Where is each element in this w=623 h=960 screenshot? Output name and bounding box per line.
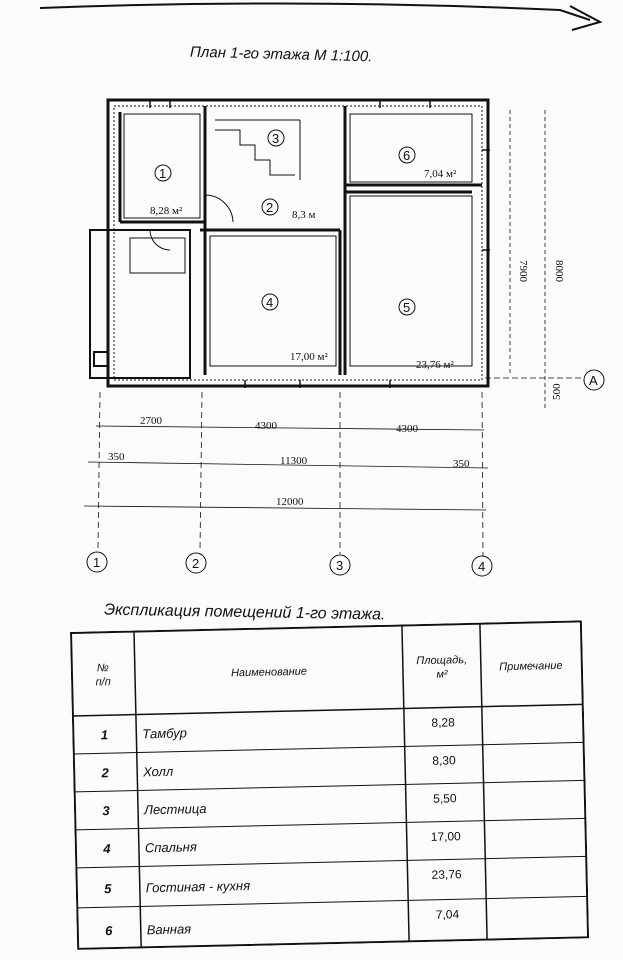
area-label-2: 8,3 м (292, 209, 316, 221)
header-name: Наименование (230, 665, 308, 680)
svg-text:2: 2 (192, 556, 200, 571)
table-row: 5 Гостиная - кухня 23,76 (104, 867, 462, 897)
table-row: 2 Холл 8,30 (101, 753, 456, 781)
svg-text:4: 4 (266, 295, 274, 310)
table-row: 4 Спальня 17,00 (103, 829, 461, 857)
room-marker-4 (262, 294, 278, 310)
explication-title: Экспликация помещений 1-го этажа. (103, 601, 386, 624)
svg-text:5: 5 (403, 300, 411, 315)
explication-table (70, 620, 589, 950)
header-note: Примечание (499, 659, 563, 674)
room-marker-5 (399, 299, 415, 315)
svg-text:6: 6 (403, 148, 411, 163)
dim-total: 12000 (276, 496, 304, 508)
table-row: 6 Ванная 7,04 (104, 907, 460, 939)
room-marker-6 (399, 147, 415, 163)
table-row: 1 Тамбур 8,28 (100, 715, 455, 743)
entrance-annex (90, 230, 190, 378)
svg-text:3: 3 (272, 131, 280, 146)
dim-mid-2: 11300 (280, 455, 308, 467)
svg-text:1: 1 (93, 555, 101, 570)
axis-a (485, 370, 604, 390)
svg-text:4: 4 (478, 559, 486, 574)
dim-side-2: 8000 (553, 260, 565, 282)
axis-marker-3 (330, 555, 350, 575)
interior-walls (120, 106, 482, 375)
dim-mid-1: 350 (108, 451, 125, 463)
axis-marker-4 (472, 556, 492, 576)
dim-side-1: 7900 (517, 260, 529, 282)
svg-text:3: 3 (336, 558, 344, 573)
room-marker-2 (262, 199, 278, 215)
svg-text:1: 1 (159, 166, 167, 181)
header-num: № п/п (95, 662, 111, 689)
dim-top-2: 4300 (255, 420, 277, 432)
area-label-6: 7,04 м² (424, 168, 457, 180)
dim-side-3: 500 (551, 383, 563, 400)
room-marker-1 (155, 165, 171, 181)
table-row: 3 Лестница 5,50 (102, 791, 457, 819)
axis-marker-2 (186, 553, 206, 573)
axis-marker-1 (87, 552, 107, 572)
area-label-5: 23,76 м² (416, 359, 454, 371)
svg-text:2: 2 (266, 200, 274, 215)
staircase (215, 120, 300, 180)
plan-title: План 1-го этажа М 1:100. (189, 43, 373, 66)
area-label-1: 8,28 м² (150, 205, 183, 217)
dim-top-1: 2700 (140, 415, 162, 427)
dim-top-3: 4300 (396, 423, 418, 435)
dim-mid-3: 350 (453, 458, 470, 470)
side-dimensions (510, 110, 565, 410)
window-marks (150, 100, 490, 388)
area-label-4: 17,00 м² (290, 351, 328, 363)
outer-walls (108, 100, 488, 386)
page-top-curve (40, 3, 590, 20)
room-marker-3 (268, 130, 284, 146)
room-outlines (124, 114, 472, 366)
axis-letter: А (589, 373, 598, 388)
header-area: Площадь, м² (416, 653, 468, 681)
